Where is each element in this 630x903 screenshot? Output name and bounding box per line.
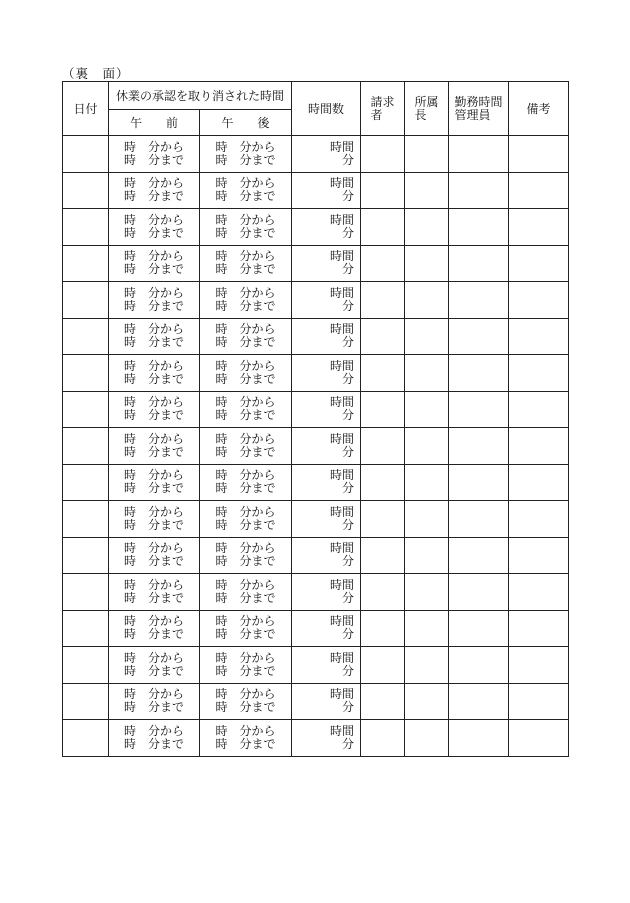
requester-seal-cell[interactable] [361, 574, 405, 611]
table-row [63, 209, 569, 246]
pm-from-text: 時 分から [215, 139, 276, 154]
am-to-text: 時 分まで [123, 627, 184, 642]
minutes-text: 分 [342, 590, 355, 605]
date-cell[interactable] [63, 720, 109, 757]
am-time-cell[interactable] [109, 683, 200, 720]
table-row [63, 318, 569, 355]
header-remarks: 備考 [509, 82, 569, 136]
am-to-text: 時 分まで [123, 736, 184, 751]
hours-text: 時間 [330, 358, 355, 373]
date-cell[interactable] [63, 136, 109, 173]
hours-cell[interactable] [292, 647, 361, 684]
remarks-cell[interactable] [509, 209, 569, 246]
minutes-text: 分 [342, 700, 355, 715]
minutes-text: 分 [342, 736, 355, 751]
hours-text: 時間 [330, 723, 355, 738]
requester-seal-cell[interactable] [361, 136, 405, 173]
am-time-cell[interactable] [109, 464, 200, 501]
pm-from-text: 時 分から [215, 249, 276, 264]
am-from-text: 時 分から [123, 395, 184, 410]
dept-head-seal-cell[interactable] [405, 574, 449, 611]
pm-to-text: 時 分まで [215, 152, 276, 167]
pm-time-cell[interactable] [200, 245, 292, 282]
cancelled-leave-table [62, 81, 569, 757]
requester-seal-cell[interactable] [361, 647, 405, 684]
remarks-cell[interactable] [509, 428, 569, 465]
pm-from-text: 時 分から [215, 541, 276, 556]
attendance-manager-seal-cell[interactable] [449, 464, 509, 501]
hours-text: 時間 [330, 139, 355, 154]
date-cell[interactable] [63, 574, 109, 611]
header-requester [361, 82, 405, 136]
date-cell[interactable] [63, 464, 109, 501]
requester-seal-cell[interactable] [361, 501, 405, 538]
pm-time-cell[interactable] [200, 464, 292, 501]
table-row [63, 391, 569, 428]
am-to-text: 時 分まで [123, 517, 184, 532]
pm-from-text: 時 分から [215, 687, 276, 702]
hours-cell[interactable] [292, 391, 361, 428]
attendance-manager-seal-cell[interactable] [449, 282, 509, 319]
dept-head-seal-cell[interactable] [405, 172, 449, 209]
dept-head-seal-cell[interactable] [405, 136, 449, 173]
am-from-text: 時 分から [123, 358, 184, 373]
pm-time-cell[interactable] [200, 501, 292, 538]
remarks-cell[interactable] [509, 391, 569, 428]
pm-to-text: 時 分まで [215, 554, 276, 569]
pm-time-cell[interactable] [200, 391, 292, 428]
pm-time-cell[interactable] [200, 355, 292, 392]
pm-to-text: 時 分まで [215, 444, 276, 459]
pm-time-cell[interactable] [200, 318, 292, 355]
attendance-manager-seal-cell[interactable] [449, 501, 509, 538]
table-row [63, 428, 569, 465]
remarks-cell[interactable] [509, 464, 569, 501]
dept-head-seal-cell[interactable] [405, 282, 449, 319]
hours-cell[interactable] [292, 464, 361, 501]
hours-cell[interactable] [292, 501, 361, 538]
hours-text: 時間 [330, 614, 355, 629]
pm-time-cell[interactable] [200, 574, 292, 611]
attendance-manager-seal-cell[interactable] [449, 574, 509, 611]
am-to-text: 時 分まで [123, 371, 184, 386]
requester-seal-cell[interactable] [361, 720, 405, 757]
hours-text: 時間 [330, 468, 355, 483]
date-cell[interactable] [63, 172, 109, 209]
header-cancelled-time: 休業の承認を取り消された時間 [109, 82, 292, 110]
requester-seal-cell[interactable] [361, 209, 405, 246]
header-hours: 時間数 [292, 82, 361, 136]
header-dept-head [405, 82, 449, 136]
dept-head-seal-cell[interactable] [405, 647, 449, 684]
am-time-cell[interactable] [109, 245, 200, 282]
pm-to-text: 時 分まで [215, 371, 276, 386]
dept-head-seal-cell[interactable] [405, 610, 449, 647]
am-from-text: 時 分から [123, 687, 184, 702]
remarks-cell[interactable] [509, 501, 569, 538]
minutes-text: 分 [342, 444, 355, 459]
date-cell[interactable] [63, 647, 109, 684]
remarks-cell[interactable] [509, 245, 569, 282]
hours-cell[interactable] [292, 720, 361, 757]
pm-from-text: 時 分から [215, 504, 276, 519]
pm-to-text: 時 分まで [215, 700, 276, 715]
requester-seal-cell[interactable] [361, 464, 405, 501]
pm-time-cell[interactable] [200, 428, 292, 465]
am-from-text: 時 分から [123, 176, 184, 191]
attendance-manager-seal-cell[interactable] [449, 720, 509, 757]
requester-seal-cell[interactable] [361, 245, 405, 282]
hours-cell[interactable] [292, 318, 361, 355]
attendance-manager-seal-cell[interactable] [449, 355, 509, 392]
pm-time-cell[interactable] [200, 282, 292, 319]
am-from-text: 時 分から [123, 577, 184, 592]
dept-head-seal-cell[interactable] [405, 683, 449, 720]
remarks-cell[interactable] [509, 683, 569, 720]
attendance-manager-seal-cell[interactable] [449, 209, 509, 246]
pm-time-cell[interactable] [200, 209, 292, 246]
pm-from-text: 時 分から [215, 212, 276, 227]
pm-time-cell[interactable] [200, 172, 292, 209]
header-attendance-manager-line2: 管理員 [454, 108, 491, 122]
hours-text: 時間 [330, 650, 355, 665]
hours-cell[interactable] [292, 209, 361, 246]
header-dept-head-line2: 長 [414, 108, 427, 122]
hours-text: 時間 [330, 249, 355, 264]
date-cell[interactable] [63, 610, 109, 647]
pm-to-text: 時 分まで [215, 481, 276, 496]
date-cell[interactable] [63, 683, 109, 720]
am-time-cell[interactable] [109, 537, 200, 574]
pm-to-text: 時 分まで [215, 627, 276, 642]
remarks-cell[interactable] [509, 318, 569, 355]
pm-time-cell[interactable] [200, 683, 292, 720]
hours-cell[interactable] [292, 282, 361, 319]
hours-cell[interactable] [292, 172, 361, 209]
remarks-cell[interactable] [509, 136, 569, 173]
am-from-text: 時 分から [123, 139, 184, 154]
attendance-manager-seal-cell[interactable] [449, 683, 509, 720]
dept-head-seal-cell[interactable] [405, 720, 449, 757]
remarks-cell[interactable] [509, 355, 569, 392]
am-time-cell[interactable] [109, 501, 200, 538]
pm-from-text: 時 分から [215, 468, 276, 483]
am-to-text: 時 分まで [123, 262, 184, 277]
hours-cell[interactable] [292, 136, 361, 173]
date-cell[interactable] [63, 501, 109, 538]
pm-time-cell[interactable] [200, 610, 292, 647]
hours-text: 時間 [330, 577, 355, 592]
minutes-text: 分 [342, 517, 355, 532]
pm-to-text: 時 分まで [215, 335, 276, 350]
header-attendance-manager [449, 82, 509, 136]
am-from-text: 時 分から [123, 322, 184, 337]
pm-from-text: 時 分から [215, 285, 276, 300]
remarks-cell[interactable] [509, 720, 569, 757]
pm-from-text: 時 分から [215, 322, 276, 337]
minutes-text: 分 [342, 554, 355, 569]
remarks-cell[interactable] [509, 647, 569, 684]
minutes-text: 分 [342, 189, 355, 204]
table-row [63, 574, 569, 611]
date-cell[interactable] [63, 209, 109, 246]
am-time-cell[interactable] [109, 172, 200, 209]
hours-cell[interactable] [292, 574, 361, 611]
pm-to-text: 時 分まで [215, 189, 276, 204]
minutes-text: 分 [342, 408, 355, 423]
table-row [63, 245, 569, 282]
pm-from-text: 時 分から [215, 614, 276, 629]
am-to-text: 時 分まで [123, 408, 184, 423]
requester-seal-cell[interactable] [361, 172, 405, 209]
attendance-manager-seal-cell[interactable] [449, 610, 509, 647]
attendance-manager-seal-cell[interactable] [449, 172, 509, 209]
remarks-cell[interactable] [509, 172, 569, 209]
pm-time-cell[interactable] [200, 720, 292, 757]
pm-to-text: 時 分まで [215, 225, 276, 240]
date-cell[interactable] [63, 391, 109, 428]
pm-to-text: 時 分まで [215, 408, 276, 423]
requester-seal-cell[interactable] [361, 318, 405, 355]
dept-head-seal-cell[interactable] [405, 318, 449, 355]
table-row [63, 720, 569, 757]
dept-head-seal-cell[interactable] [405, 245, 449, 282]
am-from-text: 時 分から [123, 723, 184, 738]
table-row [63, 610, 569, 647]
table-body [63, 136, 569, 757]
date-cell[interactable] [63, 282, 109, 319]
am-time-cell[interactable] [109, 720, 200, 757]
pm-to-text: 時 分まで [215, 663, 276, 678]
hours-text: 時間 [330, 395, 355, 410]
am-time-cell[interactable] [109, 136, 200, 173]
am-time-cell[interactable] [109, 318, 200, 355]
am-to-text: 時 分まで [123, 152, 184, 167]
pm-from-text: 時 分から [215, 358, 276, 373]
requester-seal-cell[interactable] [361, 355, 405, 392]
minutes-text: 分 [342, 225, 355, 240]
attendance-manager-seal-cell[interactable] [449, 245, 509, 282]
am-to-text: 時 分まで [123, 225, 184, 240]
hours-cell[interactable] [292, 355, 361, 392]
minutes-text: 分 [342, 663, 355, 678]
date-cell[interactable] [63, 428, 109, 465]
am-to-text: 時 分まで [123, 335, 184, 350]
remarks-cell[interactable] [509, 282, 569, 319]
dept-head-seal-cell[interactable] [405, 391, 449, 428]
hours-text: 時間 [330, 687, 355, 702]
table-row [63, 647, 569, 684]
requester-seal-cell[interactable] [361, 428, 405, 465]
header-date: 日付 [63, 82, 109, 136]
hours-cell[interactable] [292, 683, 361, 720]
minutes-text: 分 [342, 298, 355, 313]
am-to-text: 時 分まで [123, 481, 184, 496]
pm-to-text: 時 分まで [215, 736, 276, 751]
requester-seal-cell[interactable] [361, 391, 405, 428]
attendance-manager-seal-cell[interactable] [449, 537, 509, 574]
date-cell[interactable] [63, 318, 109, 355]
am-from-text: 時 分から [123, 541, 184, 556]
am-to-text: 時 分まで [123, 700, 184, 715]
dept-head-seal-cell[interactable] [405, 537, 449, 574]
table-row [63, 172, 569, 209]
am-from-text: 時 分から [123, 650, 184, 665]
pm-time-cell[interactable] [200, 136, 292, 173]
table-row [63, 355, 569, 392]
header-attendance-manager-line1: 勤務時間 [454, 95, 503, 109]
am-to-text: 時 分まで [123, 189, 184, 204]
header-pm: 午 後 [200, 110, 292, 136]
pm-to-text: 時 分まで [215, 590, 276, 605]
am-to-text: 時 分まで [123, 663, 184, 678]
header-requester-line1: 請求 [370, 95, 395, 109]
am-from-text: 時 分から [123, 431, 184, 446]
minutes-text: 分 [342, 481, 355, 496]
hours-text: 時間 [330, 504, 355, 519]
back-side-label: （裏 面） [62, 66, 130, 81]
table-row [63, 537, 569, 574]
pm-from-text: 時 分から [215, 723, 276, 738]
hours-text: 時間 [330, 322, 355, 337]
dept-head-seal-cell[interactable] [405, 501, 449, 538]
pm-time-cell[interactable] [200, 537, 292, 574]
attendance-manager-seal-cell[interactable] [449, 428, 509, 465]
hours-text: 時間 [330, 431, 355, 446]
dept-head-seal-cell[interactable] [405, 464, 449, 501]
minutes-text: 分 [342, 152, 355, 167]
am-time-cell[interactable] [109, 209, 200, 246]
am-from-text: 時 分から [123, 504, 184, 519]
am-from-text: 時 分から [123, 249, 184, 264]
am-time-cell[interactable] [109, 355, 200, 392]
hours-text: 時間 [330, 285, 355, 300]
am-from-text: 時 分から [123, 285, 184, 300]
header-dept-head-line1: 所属 [414, 95, 439, 109]
am-time-cell[interactable] [109, 282, 200, 319]
remarks-cell[interactable] [509, 610, 569, 647]
table-row [63, 282, 569, 319]
table-row [63, 464, 569, 501]
requester-seal-cell[interactable] [361, 537, 405, 574]
attendance-manager-seal-cell[interactable] [449, 136, 509, 173]
requester-seal-cell[interactable] [361, 610, 405, 647]
am-from-text: 時 分から [123, 468, 184, 483]
minutes-text: 分 [342, 335, 355, 350]
am-time-cell[interactable] [109, 574, 200, 611]
am-time-cell[interactable] [109, 647, 200, 684]
minutes-text: 分 [342, 262, 355, 277]
dept-head-seal-cell[interactable] [405, 428, 449, 465]
am-to-text: 時 分まで [123, 554, 184, 569]
attendance-manager-seal-cell[interactable] [449, 647, 509, 684]
date-cell[interactable] [63, 537, 109, 574]
am-from-text: 時 分から [123, 212, 184, 227]
pm-to-text: 時 分まで [215, 517, 276, 532]
attendance-manager-seal-cell[interactable] [449, 391, 509, 428]
header-am: 午 前 [109, 110, 200, 136]
table-row [63, 136, 569, 173]
hours-text: 時間 [330, 541, 355, 556]
remarks-cell[interactable] [509, 574, 569, 611]
pm-from-text: 時 分から [215, 431, 276, 446]
pm-to-text: 時 分まで [215, 298, 276, 313]
hours-cell[interactable] [292, 428, 361, 465]
minutes-text: 分 [342, 371, 355, 386]
remarks-cell[interactable] [509, 537, 569, 574]
am-from-text: 時 分から [123, 614, 184, 629]
pm-to-text: 時 分まで [215, 262, 276, 277]
am-time-cell[interactable] [109, 428, 200, 465]
requester-seal-cell[interactable] [361, 683, 405, 720]
hours-text: 時間 [330, 212, 355, 227]
am-to-text: 時 分まで [123, 444, 184, 459]
dept-head-seal-cell[interactable] [405, 209, 449, 246]
pm-time-cell[interactable] [200, 647, 292, 684]
am-to-text: 時 分まで [123, 590, 184, 605]
hours-cell[interactable] [292, 537, 361, 574]
dept-head-seal-cell[interactable] [405, 355, 449, 392]
header-requester-line2: 者 [370, 108, 383, 122]
date-cell[interactable] [63, 355, 109, 392]
hours-text: 時間 [330, 176, 355, 191]
pm-from-text: 時 分から [215, 395, 276, 410]
am-time-cell[interactable] [109, 610, 200, 647]
attendance-manager-seal-cell[interactable] [449, 318, 509, 355]
table-row [63, 683, 569, 720]
hours-cell[interactable] [292, 245, 361, 282]
table-row [63, 501, 569, 538]
am-time-cell[interactable] [109, 391, 200, 428]
hours-cell[interactable] [292, 610, 361, 647]
pm-from-text: 時 分から [215, 577, 276, 592]
requester-seal-cell[interactable] [361, 282, 405, 319]
date-cell[interactable] [63, 245, 109, 282]
minutes-text: 分 [342, 627, 355, 642]
pm-from-text: 時 分から [215, 176, 276, 191]
pm-from-text: 時 分から [215, 650, 276, 665]
am-to-text: 時 分まで [123, 298, 184, 313]
